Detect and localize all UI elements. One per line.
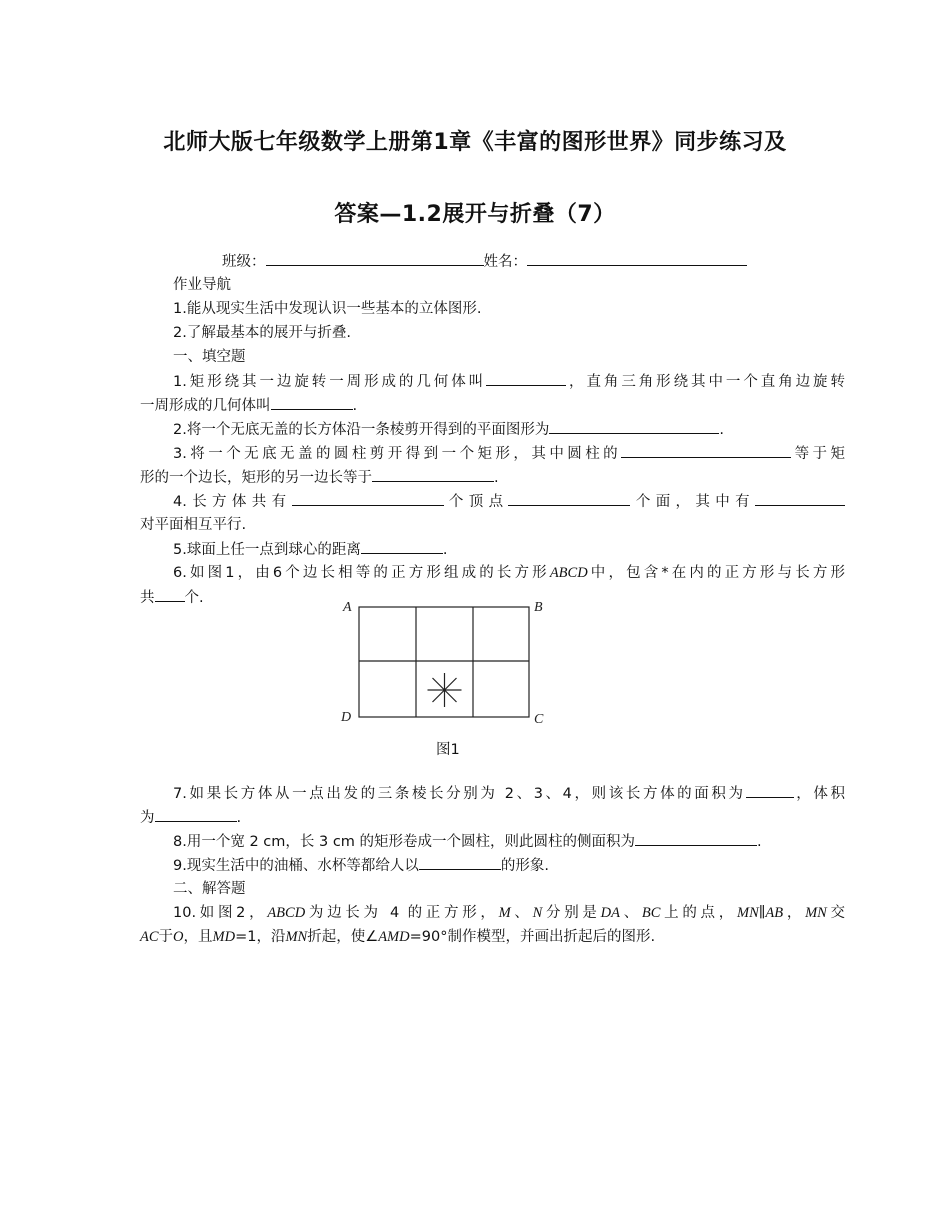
question-4-line-1 (140, 489, 845, 514)
q10-side-bc: BC (641, 905, 661, 921)
q4-blank-2 (508, 489, 630, 506)
q6-text-d: 个. (184, 590, 204, 606)
vertex-label-b: B (534, 600, 543, 615)
q6-text-a: 6.如图1，由6个边长相等的正方形组成的长方形 (173, 565, 550, 581)
q3-blank-2 (372, 465, 494, 482)
title-line-1: 北师大版七年级数学上册第1章《丰富的图形世界》同步练习及 (163, 130, 787, 155)
q10-segment-mn: MN (805, 905, 827, 921)
q10-comma: ， (783, 905, 806, 921)
guide-item-2: 2.了解最基本的展开与折叠. (173, 325, 351, 341)
q5-text-a: 5.球面上任一点到球心的距离 (173, 542, 361, 558)
q6-text-c: 共 (140, 590, 155, 606)
question-10-line-2 (140, 925, 812, 949)
q10-sep-1: 、 (510, 905, 533, 921)
vertex-label-a: A (343, 600, 352, 615)
figure-1-caption: 图1 (436, 742, 460, 758)
q7-blank-2 (155, 805, 237, 822)
q10-text-g: ，且 (183, 929, 213, 945)
q7-text-b: ，体积 (793, 786, 846, 802)
guide-item-1: 1.能从现实生活中发现认识一些基本的立体图形. (173, 301, 482, 317)
q10-text-h: =1，沿 (235, 929, 286, 945)
q10-point-n: N (532, 905, 543, 921)
q9-text-a: 9.现实生活中的油桶、水杯等都给人以 (173, 858, 419, 874)
q10-square-label: ABCD (267, 905, 306, 921)
q3-text-c: 形的一个边长，矩形的另一边长等于 (140, 470, 372, 486)
q8-text-b: . (757, 834, 762, 850)
class-label: 班级： (222, 254, 266, 270)
q7-text-d: . (236, 810, 242, 826)
q10-text-f: 于 (158, 929, 174, 945)
q3-text-b: 等于矩 (791, 446, 845, 462)
question-3-line-2 (140, 465, 812, 490)
q1-blank-1 (486, 369, 566, 386)
q10-text-b: 为边长为 4 的正方形， (305, 905, 499, 921)
q8-blank (635, 829, 757, 846)
q7-text-c: 为 (140, 810, 155, 826)
q10-parallel: MN∥AB (736, 905, 784, 921)
q3-text-d: . (494, 470, 499, 486)
q6-rect-label: ABCD (549, 565, 588, 581)
question-4-line-2: 对平面相互平行. (140, 517, 247, 533)
q10-text-i: 折起，使∠ (307, 929, 379, 945)
vertex-label-c: C (534, 712, 544, 727)
section-fill-blank-heading: 一、填空题 (173, 349, 246, 365)
q10-text-d: 上的点， (660, 905, 737, 921)
question-8 (140, 829, 845, 854)
q10-segment-md: MD (212, 929, 236, 945)
q9-blank (419, 853, 501, 870)
q10-point-o: O (173, 929, 184, 945)
q9-text-b: 的形象. (500, 858, 549, 874)
q1-text-d: . (352, 398, 358, 414)
vertex-label-d: D (341, 710, 352, 725)
q10-text-e: 交 (826, 905, 846, 921)
guide-heading: 作业导航 (173, 277, 231, 293)
question-10-line-1 (140, 901, 845, 925)
q1-blank-2 (271, 393, 353, 410)
q1-text-a: 1.矩形绕其一边旋转一周形成的几何体叫 (173, 374, 487, 390)
q4-blank-3 (755, 489, 845, 506)
q10-diagonal-ac: AC (140, 929, 159, 945)
figure-1-grid (335, 595, 555, 735)
q4-blank-1 (292, 489, 444, 506)
q2-text-b: . (719, 422, 724, 438)
question-5 (140, 537, 845, 562)
q10-text-j: =90°制作模型，并画出折起后的图形. (409, 929, 656, 945)
question-2 (140, 417, 845, 442)
q6-text-b: 中，包含*在内的正方形与长方形 (587, 565, 845, 581)
q2-text-a: 2.将一个无底无盖的长方体沿一条棱剪开得到的平面图形为 (173, 422, 550, 438)
q2-blank (549, 417, 719, 434)
q10-text-c: 分别是 (542, 905, 601, 921)
q3-blank-1 (621, 441, 791, 458)
q10-text-a: 10.如图2， (173, 905, 268, 921)
q10-angle-amd: AMD (378, 929, 410, 945)
question-6-line-1 (140, 561, 845, 585)
q1-text-c: 一周形成的几何体叫 (140, 398, 271, 414)
question-7-line-1 (140, 781, 845, 806)
name-blank (527, 249, 747, 266)
q1-text-b: ，直角三角形绕其中一个直角边旋转 (566, 374, 845, 390)
q10-point-m: M (498, 905, 511, 921)
question-3-line-1 (140, 441, 845, 466)
question-1-line-1 (140, 369, 845, 394)
question-7-line-2 (140, 805, 812, 830)
q10-sep-2: 、 (619, 905, 642, 921)
q4-text-b: 个顶点 (443, 494, 509, 510)
q5-blank (361, 537, 443, 554)
q4-text-c: 个面，其中有 (630, 494, 756, 510)
q4-text-a: 4.长方体共有 (173, 494, 292, 510)
star-mark (428, 673, 462, 707)
student-info-row (222, 249, 894, 274)
section-answer-heading: 二、解答题 (173, 881, 246, 897)
q8-text-a: 8.用一个宽 2 cm，长 3 cm 的矩形卷成一个圆柱，则此圆柱的侧面积为 (173, 834, 636, 850)
question-9 (140, 853, 845, 878)
q5-text-b: . (442, 542, 448, 558)
q3-text-a: 3.将一个无底无盖的圆柱剪开得到一个矩形，其中圆柱的 (173, 446, 622, 462)
q6-blank (155, 585, 185, 602)
q7-text-a: 7.如果长方体从一点出发的三条棱长分别为 2、3、4，则该长方体的面积为 (173, 786, 746, 802)
class-blank (266, 249, 484, 266)
title-line-2: 答案—1.2展开与折叠（7） (334, 202, 616, 227)
q10-fold-line: MN (285, 929, 308, 945)
q7-blank-1 (746, 781, 794, 798)
name-label: 姓名： (483, 254, 527, 270)
q10-side-da: DA (600, 905, 620, 921)
question-1-line-2 (140, 393, 812, 418)
